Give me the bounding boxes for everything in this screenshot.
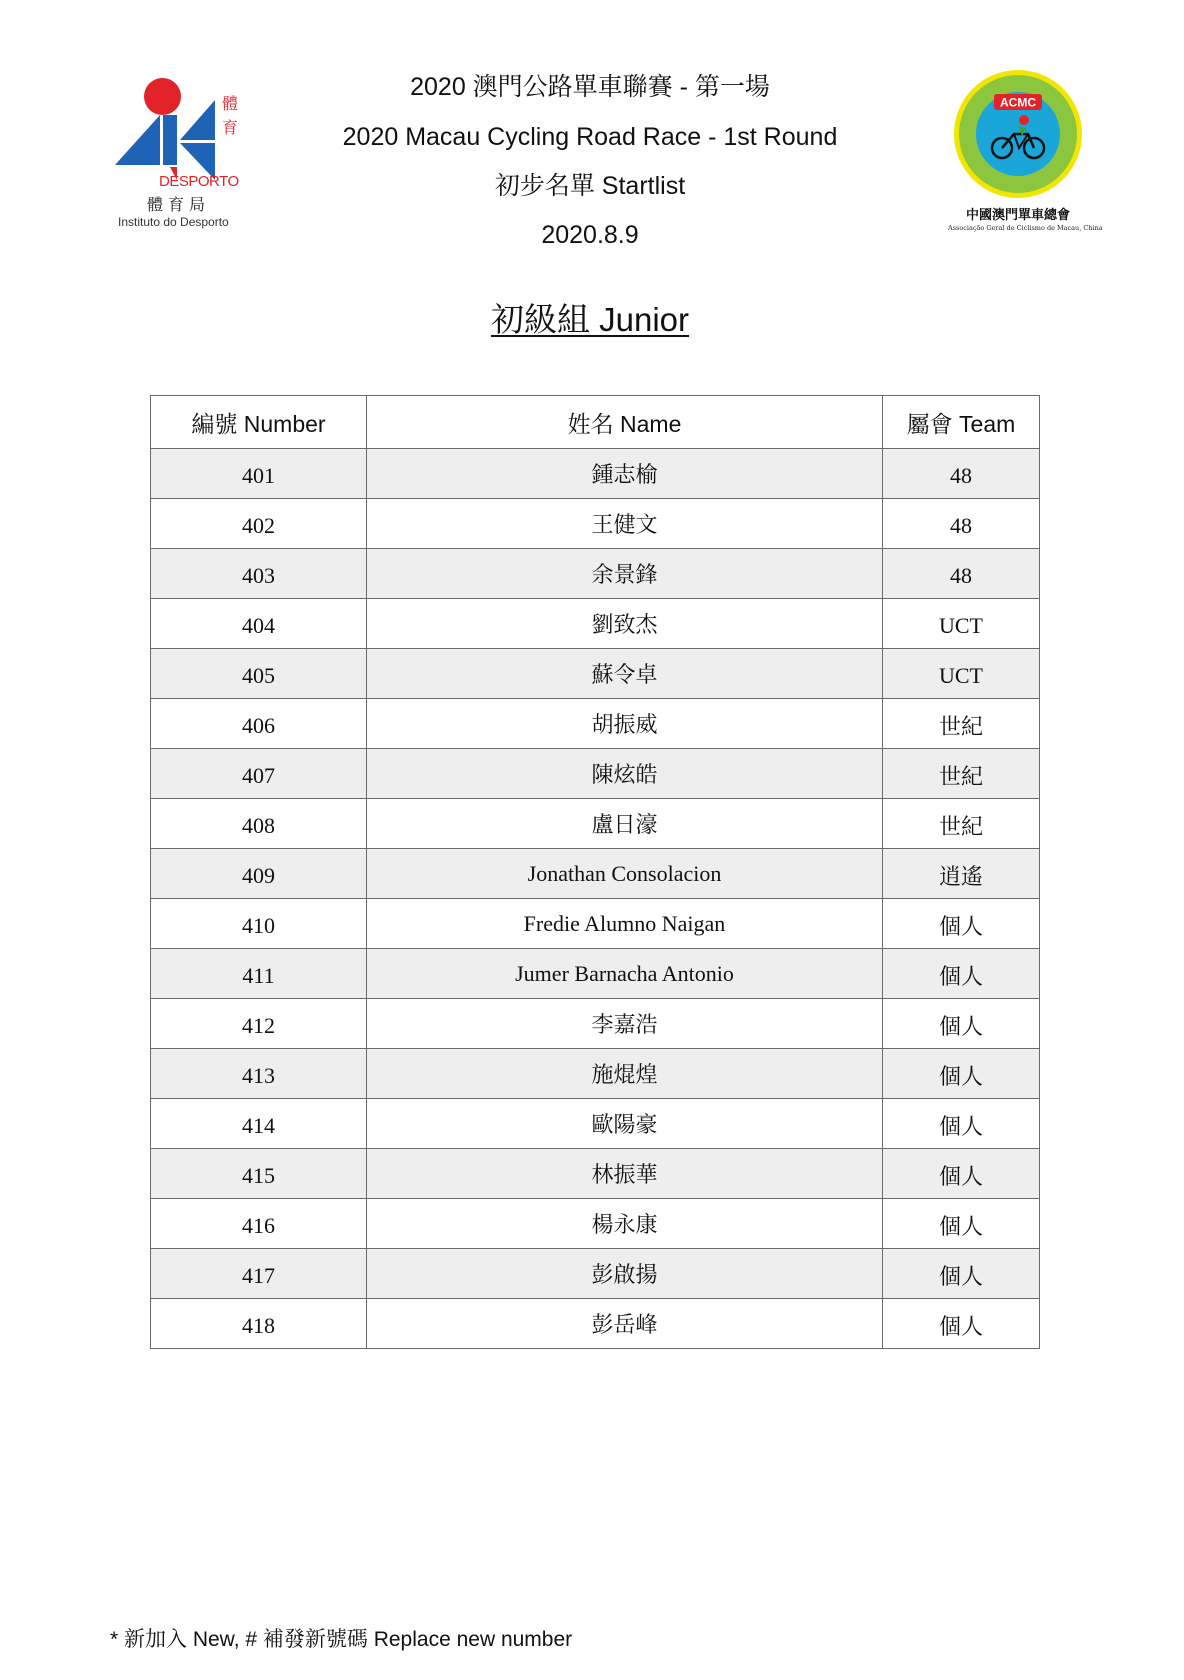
rider-team: 世紀 [883,749,1040,799]
table-row [151,749,1040,799]
column-header-number: 編號 Number [151,396,367,449]
table-row [151,799,1040,849]
category-title [240,300,940,340]
table-row [151,649,1040,699]
rider-team: 世紀 [883,699,1040,749]
rider-team: 個人 [883,999,1040,1049]
rider-number: 406 [151,699,367,749]
rider-number: 408 [151,799,367,849]
rider-number: 410 [151,899,367,949]
logo-vertical-text: 體育 [222,94,239,137]
rider-name: Fredie Alumno Naigan [367,899,883,949]
rider-number: 416 [151,1199,367,1249]
rider-name: 李嘉浩 [367,999,883,1049]
rider-name: 蘇令卓 [367,649,883,699]
rider-name: 余景鋒 [367,549,883,599]
logo-name-zh: 體育局 [147,195,211,214]
column-header-team: 屬會 Team [883,396,1040,449]
rider-number: 403 [151,549,367,599]
rider-name: Jumer Barnacha Antonio [367,949,883,999]
rider-name: Jonathan Consolacion [367,849,883,899]
table-row [151,1249,1040,1299]
table-header-row [151,396,1040,449]
rider-team: 個人 [883,1149,1040,1199]
rider-team: 個人 [883,1049,1040,1099]
acmc-logo [948,68,1103,238]
rider-team: UCT [883,599,1040,649]
acmc-name-pt: Associação Geral de Ciclismo de Macau, China [948,224,1103,232]
table-row [151,499,1040,549]
logo-brand-text: DESPORTO [159,173,239,190]
table-row [151,1099,1040,1149]
table-row [151,599,1040,649]
rider-number: 407 [151,749,367,799]
table-row [151,899,1040,949]
event-date: 2020.8.9 [541,221,639,249]
rider-team: 個人 [883,949,1040,999]
table-row [151,999,1040,1049]
rider-team: 48 [883,549,1040,599]
rider-number: 418 [151,1299,367,1349]
acmc-name-zh: 中國澳門單車總會 [965,208,1070,223]
footnote: * 新加入 New, # 補發新號碼 Replace new number [110,1628,573,1651]
rider-name: 王健文 [367,499,883,549]
rider-number: 413 [151,1049,367,1099]
rider-team: 個人 [883,1249,1040,1299]
table-row [151,1049,1040,1099]
table-row [151,849,1040,899]
acmc-seal-icon [952,68,1084,200]
rider-name: 盧日濠 [367,799,883,849]
table-row [151,1149,1040,1199]
rider-name: 林振華 [367,1149,883,1199]
rider-number: 415 [151,1149,367,1199]
rider-number: 405 [151,649,367,699]
rider-team: 個人 [883,1199,1040,1249]
category-title-text: 初級組 Junior [490,301,690,338]
table-row [151,1199,1040,1249]
rider-number: 409 [151,849,367,899]
column-header-name: 姓名 Name [367,396,883,449]
rider-team: 48 [883,499,1040,549]
rider-number: 402 [151,499,367,549]
rider-team: 世紀 [883,799,1040,849]
rider-number: 414 [151,1099,367,1149]
rider-name: 彭啟揚 [367,1249,883,1299]
table-body [151,449,1040,1349]
rider-number: 417 [151,1249,367,1299]
table-row [151,1299,1040,1349]
startlist-table [150,395,1040,1349]
table-row [151,699,1040,749]
rider-name: 陳炫皓 [367,749,883,799]
rider-number: 401 [151,449,367,499]
rider-number: 411 [151,949,367,999]
rider-team: 個人 [883,1099,1040,1149]
rider-team: 逍遙 [883,849,1040,899]
svg-text:ACMC: ACMC [1000,95,1036,110]
rider-name: 彭岳峰 [367,1299,883,1349]
logo-name-pt: Instituto do Desporto [118,215,229,229]
rider-name: 鍾志榆 [367,449,883,499]
instituto-do-desporto-logo [115,75,255,235]
rider-team: 個人 [883,1299,1040,1349]
rider-name: 施焜煌 [367,1049,883,1099]
event-title-zh: 2020 澳門公路單車聯賽 - 第一場 [410,73,770,101]
rider-name: 歐陽豪 [367,1099,883,1149]
rider-number: 404 [151,599,367,649]
rider-name: 劉致杰 [367,599,883,649]
table-row [151,449,1040,499]
rider-team: UCT [883,649,1040,699]
startlist-title: 初步名單 Startlist [494,172,686,200]
event-title-en: 2020 Macau Cycling Road Race - 1st Round [342,123,838,151]
rider-name: 胡振威 [367,699,883,749]
table-row [151,549,1040,599]
rider-team: 個人 [883,899,1040,949]
rider-team: 48 [883,449,1040,499]
rider-number: 412 [151,999,367,1049]
table-row [151,949,1040,999]
rider-name: 楊永康 [367,1199,883,1249]
